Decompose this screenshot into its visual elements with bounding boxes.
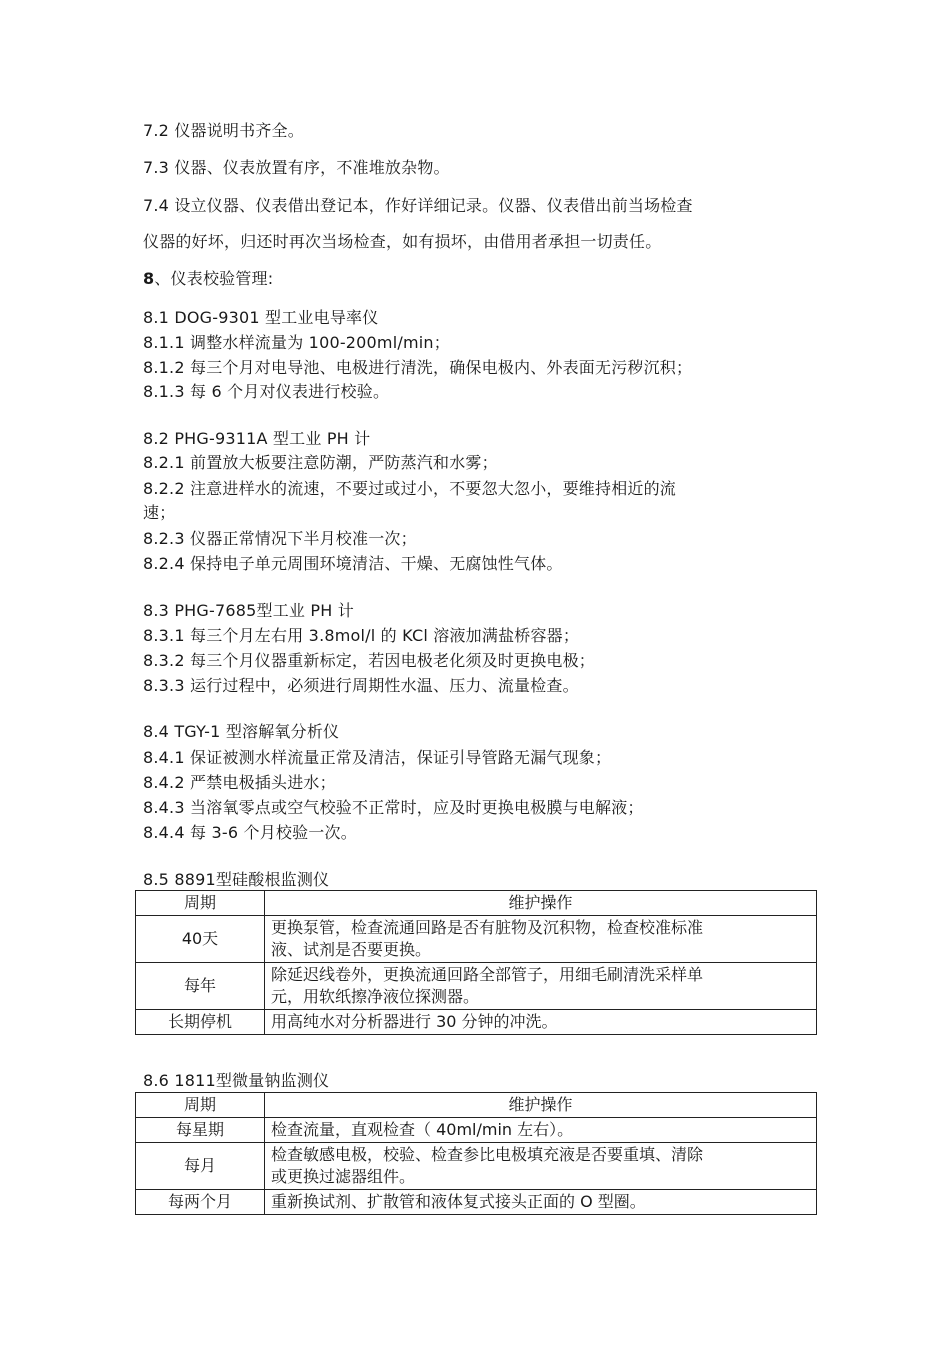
list-item: 8.2.2 注意进样水的流速，不要过或过小，不要忽大忽小，要维持相近的流 — [143, 479, 676, 498]
list-item: 8.3.1 每三个月左右用 3.8mol/l 的 KCl 溶液加满盐桥容器； — [143, 626, 580, 645]
period-cell: 每星期 — [136, 1118, 265, 1143]
operation-cell — [265, 963, 817, 1010]
period-cell: 40天 — [136, 916, 265, 963]
list-item: 8.4.2 严禁电极插头进水； — [143, 773, 336, 792]
period-column-header: 周期 — [136, 891, 265, 916]
operation-cell — [265, 916, 817, 963]
operation-column-header: 维护操作 — [265, 1093, 817, 1118]
table-header-row — [136, 891, 817, 916]
operation-line: 液、试剂是否要更换。 — [271, 940, 432, 959]
list-item: 8.4.4 每 3-6 个月校验一次。 — [143, 823, 357, 842]
operation-column-header: 维护操作 — [265, 891, 817, 916]
table-row — [136, 1010, 817, 1035]
list-item: 8.2.4 保持电子单元周围环境清洁、干燥、无腐蚀性气体。 — [143, 554, 563, 573]
period-cell: 每月 — [136, 1143, 265, 1190]
operation-cell: 用高纯水对分析器进行 30 分钟的冲洗。 — [265, 1010, 817, 1035]
table-row — [136, 1118, 817, 1143]
period-cell: 长期停机 — [136, 1010, 265, 1035]
list-item: 8.4.1 保证被测水样流量正常及清洁，保证引导管路无漏气现象； — [143, 748, 612, 767]
subsection-8-3-heading: 8.3 PHG-7685型工业 PH 计 — [143, 601, 354, 620]
section-8-title: 、仪表校验管理: — [154, 269, 274, 288]
table-row — [136, 1190, 817, 1215]
table-row — [136, 916, 817, 963]
period-column-header: 周期 — [136, 1093, 265, 1118]
list-item: 8.4.3 当溶氧零点或空气校验不正常时，应及时更换电极膜与电解液； — [143, 798, 644, 817]
para-7-4-line2: 仪器的好坏，归还时再次当场检查，如有损坏，由借用者承担一切责任。 — [143, 232, 662, 251]
sodium-maintenance-table — [135, 1092, 817, 1215]
para-7-2: 7.2 仪器说明书齐全。 — [143, 121, 304, 140]
para-7-4-line1: 7.4 设立仪器、仪表借出登记本，作好详细记录。仪器、仪表借出前当场检查 — [143, 196, 693, 215]
para-7-3: 7.3 仪器、仪表放置有序，不准堆放杂物。 — [143, 158, 450, 177]
period-cell: 每两个月 — [136, 1190, 265, 1215]
period-cell: 每年 — [136, 963, 265, 1010]
list-item: 8.3.2 每三个月仪器重新标定，若因电极老化须及时更换电极； — [143, 651, 595, 670]
table-header-row — [136, 1093, 817, 1118]
list-item: 8.1.3 每 6 个月对仪表进行校验。 — [143, 382, 390, 401]
operation-line: 或更换过滤器组件。 — [271, 1167, 416, 1186]
list-item: 8.1.2 每三个月对电导池、电极进行清洗，确保电极内、外表面无污秽沉积； — [143, 358, 693, 377]
operation-cell: 重新换试剂、扩散管和液体复式接头正面的 O 型圈。 — [265, 1190, 817, 1215]
subsection-8-1-heading: 8.1 DOG-9301 型工业电导率仪 — [143, 308, 379, 327]
table-row — [136, 963, 817, 1010]
subsection-8-5-heading: 8.5 8891型硅酸根监测仪 — [143, 870, 330, 889]
subsection-8-6-heading: 8.6 1811型微量钠监测仪 — [143, 1071, 330, 1090]
operation-line: 检查敏感电极，校验、检查参比电极填充液是否要重填、清除 — [271, 1145, 704, 1164]
operation-line: 除延迟线卷外，更换流通回路全部管子，用细毛刷清洗采样单 — [271, 965, 704, 984]
operation-line: 元，用软纸擦净液位探测器。 — [271, 987, 480, 1006]
list-item: 8.3.3 运行过程中，必须进行周期性水温、压力、流量检查。 — [143, 676, 579, 695]
list-item: 8.1.1 调整水样流量为 100-200ml/min； — [143, 333, 450, 352]
list-item: 8.2.3 仪器正常情况下半月校准一次； — [143, 529, 417, 548]
table-row — [136, 1143, 817, 1190]
list-item-continuation: 速； — [143, 503, 176, 522]
list-item: 8.2.1 前置放大板要注意防潮，严防蒸汽和水雾； — [143, 453, 498, 472]
section-8-number: 8 — [143, 269, 155, 288]
operation-cell — [265, 1143, 817, 1190]
section-8-heading — [143, 269, 273, 289]
subsection-8-4-heading: 8.4 TGY-1 型溶解氧分析仪 — [143, 722, 340, 741]
silicate-maintenance-table — [135, 890, 817, 1035]
subsection-8-2-heading: 8.2 PHG-9311A 型工业 PH 计 — [143, 429, 371, 448]
operation-line: 更换泵管，检查流通回路是否有脏物及沉积物，检查校准标准 — [271, 918, 704, 937]
operation-cell: 检查流量，直观检查（ 40ml/min 左右）。 — [265, 1118, 817, 1143]
